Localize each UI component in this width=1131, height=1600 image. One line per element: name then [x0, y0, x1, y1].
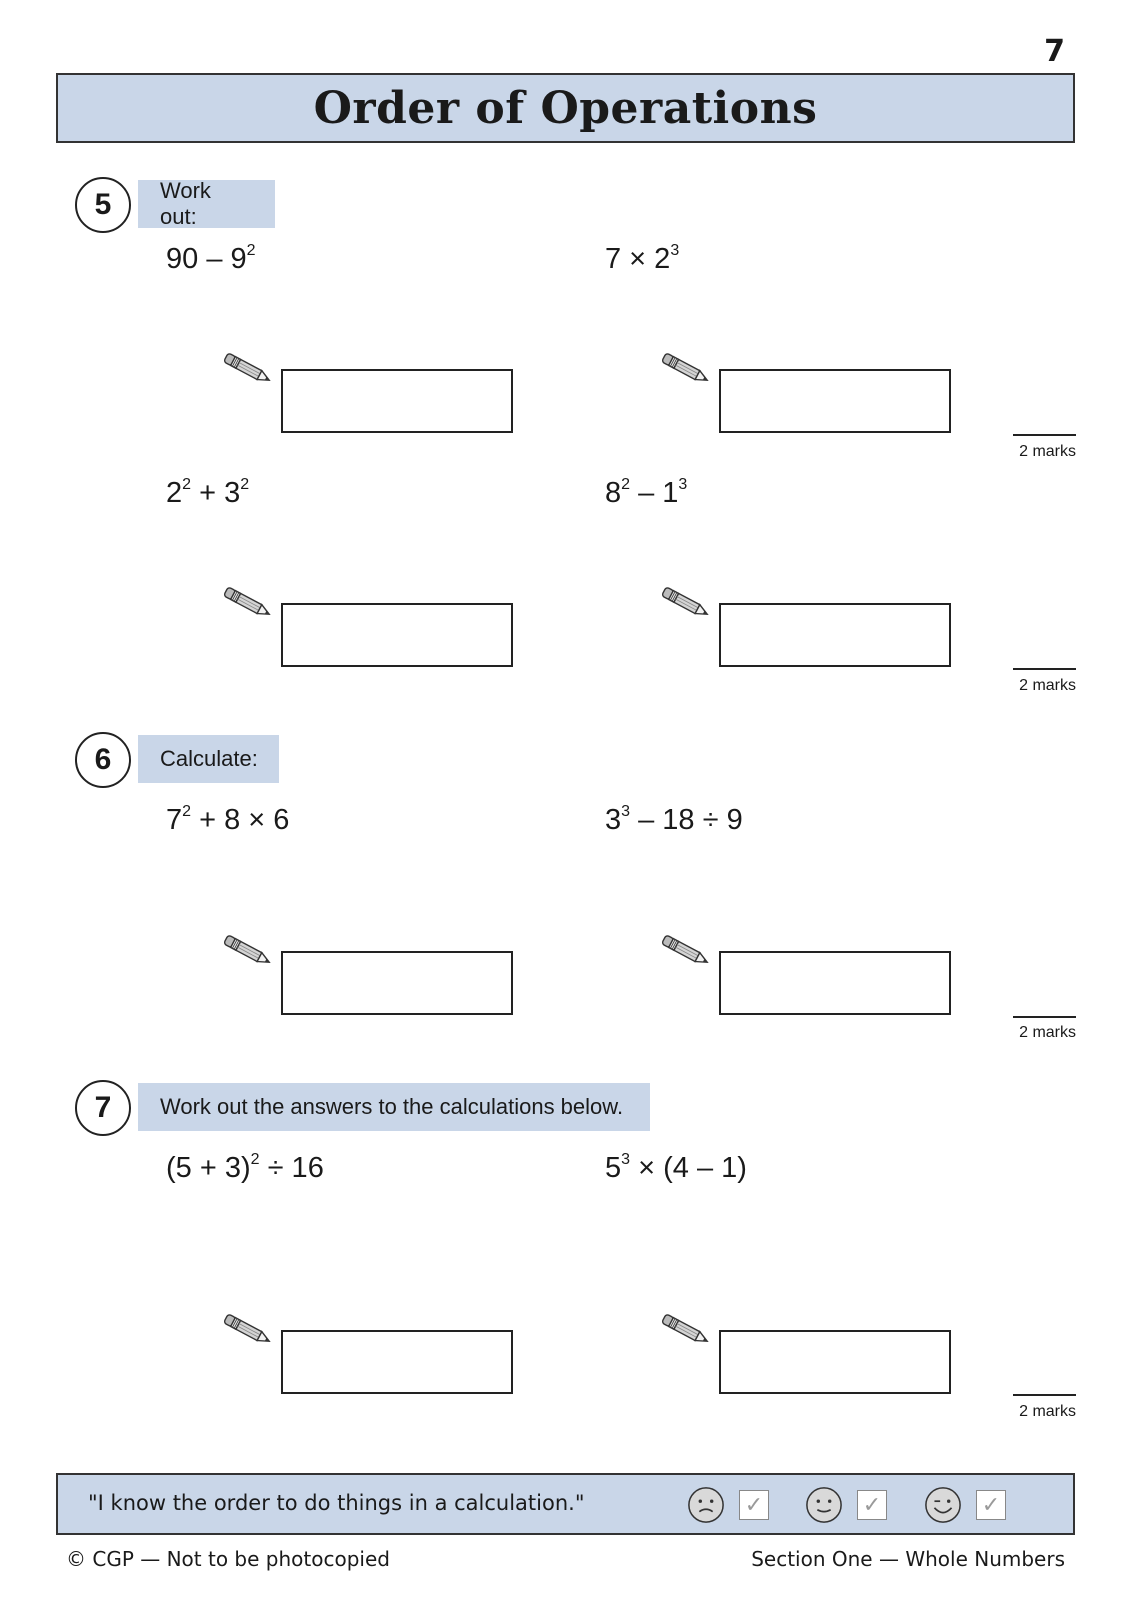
- happy-tick-box[interactable]: ✓: [976, 1490, 1006, 1520]
- question-number-7: 7: [75, 1080, 131, 1136]
- question-number-5: 5: [75, 177, 131, 233]
- pencil-icon: [219, 586, 277, 620]
- marks-label: 2 marks: [1019, 677, 1076, 694]
- answer-box[interactable]: [281, 951, 513, 1015]
- answer-box[interactable]: [719, 951, 951, 1015]
- marks-line: [1013, 1394, 1076, 1396]
- neutral-face-icon: [805, 1486, 843, 1524]
- pencil-icon: [657, 1313, 715, 1347]
- marks-line: [1013, 1016, 1076, 1018]
- answer-box[interactable]: [719, 1330, 951, 1394]
- answer-box[interactable]: [281, 1330, 513, 1394]
- marks-line: [1013, 668, 1076, 670]
- answer-box[interactable]: [281, 369, 513, 433]
- pencil-icon: [219, 934, 277, 968]
- expression: $2^2 + 3^2$: [166, 476, 250, 509]
- marks-label: 2 marks: [1019, 443, 1076, 460]
- self-assessment-bar: [56, 1473, 1075, 1535]
- page-number: 7: [1044, 34, 1065, 69]
- page-title: Order of Operations: [313, 82, 818, 134]
- copyright-notice: © CGP — Not to be photocopied: [66, 1547, 390, 1571]
- marks-label: 2 marks: [1019, 1403, 1076, 1420]
- expression: $7 \times 2^3$: [605, 242, 680, 275]
- pencil-icon: [657, 352, 715, 386]
- sad-tick-box[interactable]: ✓: [739, 1490, 769, 1520]
- sad-face-icon: [687, 1486, 725, 1524]
- section-label: Section One — Whole Numbers: [751, 1547, 1065, 1571]
- question-number-6: 6: [75, 732, 131, 788]
- marks-label: 2 marks: [1019, 1024, 1076, 1041]
- expression: $90 - 9^2$: [166, 242, 256, 275]
- expression: $7^2 + 8 \times 6$: [166, 803, 290, 836]
- question-instruction-6: Calculate:: [138, 735, 279, 783]
- expression: $3^3 - 18 \div 9$: [605, 803, 743, 836]
- question-instruction-7: Work out the answers to the calculations below.: [138, 1083, 650, 1131]
- answer-box[interactable]: [719, 603, 951, 667]
- marks-line: [1013, 434, 1076, 436]
- pencil-icon: [657, 934, 715, 968]
- pencil-icon: [219, 352, 277, 386]
- expression: $8^2 - 1^3$: [605, 476, 688, 509]
- neutral-tick-box[interactable]: ✓: [857, 1490, 887, 1520]
- expression: $(5 + 3)^2 \div 16$: [166, 1151, 324, 1184]
- pencil-icon: [657, 586, 715, 620]
- expression: $5^3 \times (4 - 1)$: [605, 1151, 747, 1184]
- title-banner: [56, 73, 1075, 143]
- question-instruction-5: Work out:: [138, 180, 275, 228]
- happy-face-icon: [924, 1486, 962, 1524]
- answer-box[interactable]: [281, 603, 513, 667]
- answer-box[interactable]: [719, 369, 951, 433]
- pencil-icon: [219, 1313, 277, 1347]
- self-assessment-statement: "I know the order to do things in a calculation.": [88, 1491, 585, 1515]
